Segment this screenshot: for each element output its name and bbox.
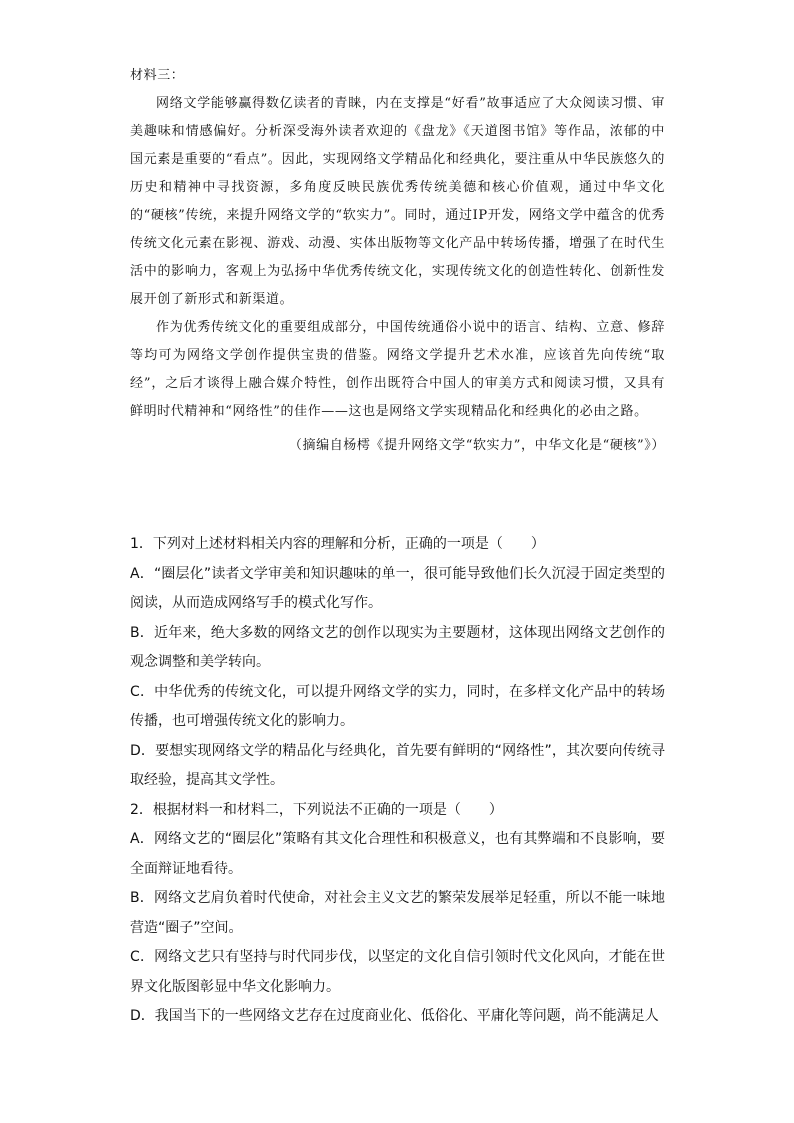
question-2 [130, 796, 665, 1032]
question-2-option-d: D．我国当下的一些网络文艺存在过度商业化、低俗化、平庸化等问题，尚不能满足人 [130, 1008, 659, 1024]
question-1 [130, 530, 665, 796]
material-heading: 材料三： [130, 68, 185, 83]
question-1-option-d: D．要想实现网络文学的精品化与经典化，首先要有鲜明的“网络性”，其次要向传统寻取经验，提高其文学性。 [130, 742, 665, 788]
material-source: （摘编自杨樗《提升网络文学“软实力”，中华文化是“硬核”》） [288, 438, 665, 453]
question-2-option-a: A．网络文艺的“圈层化”策略有其文化合理性和积极意义，也有其弊端和不良影响，要全面辩证地看待。 [130, 831, 665, 877]
question-2-stem: 2．根据材料一和材料二，下列说法不正确的一项是（ ） [130, 801, 503, 818]
question-1-option-c: C．中华优秀的传统文化，可以提升网络文学的实力，同时，在多样文化产品中的转场传播，也可增强传统文化的影响力。 [130, 683, 665, 729]
question-1-option-b: B．近年来，绝大多数的网络文艺的创作以现实为主要题材，这体现出网络文艺创作的观念调整和美学转向。 [130, 624, 665, 670]
question-2-option-c: C．网络文艺只有坚持与时代同步伐，以坚定的文化自信引领时代文化风向，才能在世界文化版图彰显中华文化影响力。 [130, 949, 665, 995]
material-paragraph-2: 作为优秀传统文化的重要组成部分，中国传统通俗小说中的语言、结构、立意、修辞等均可为网络文学创作提供宝贵的借鉴。网络文学提升艺术水准，应该首先向传统“取经”，之后才谈得上融合媒介特性，创作出既符合中国人的审美方式和阅读习惯，又具有鲜明时代精神和“网络性”的佳作——这也是网络文学实现精品化和经典化的必由之路。 [130, 320, 665, 419]
question-1-option-a: A．“圈层化”读者文学审美和知识趣味的单一，很可能导致他们长久沉浸于固定类型的阅读，从而造成网络写手的模式化写作。 [130, 565, 665, 611]
material-three-section [130, 62, 665, 460]
question-1-stem: 1．下列对上述材料相关内容的理解和分析，正确的一项是（ ） [130, 536, 545, 552]
material-paragraph-1: 网络文学能够赢得数亿读者的青睐，内在支撑是“好看”故事适应了大众阅读习惯、审美趣味和情感偏好。分析深受海外读者欢迎的《盘龙》《天道图书馆》等作品，浓郁的中国元素是重要的“看点”。因此，实现网络文学精品化和经典化，要注重从中华民族悠久的历史和精神中寻找资源，多角度反映民族优秀传统美德和核心价值观，通过中华文化的“硬核”传统，来提升网络文学的“软实力”。同时，通过IP开发，网络文学中蕴含的优秀传统文化元素在影视、游戏、动漫、实体出版物等文化产品中转场传播，增强了在时代生活中的影响力，客观上为弘扬中华优秀传统文化，实现传统文化的创造性转化、创新性发展开创了新形式和新渠道。 [130, 96, 665, 307]
question-2-option-b: B．网络文艺肩负着时代使命，对社会主义文艺的繁荣发展举足轻重，所以不能一味地营造“圈子”空间。 [130, 890, 665, 936]
questions-section [130, 530, 665, 1032]
